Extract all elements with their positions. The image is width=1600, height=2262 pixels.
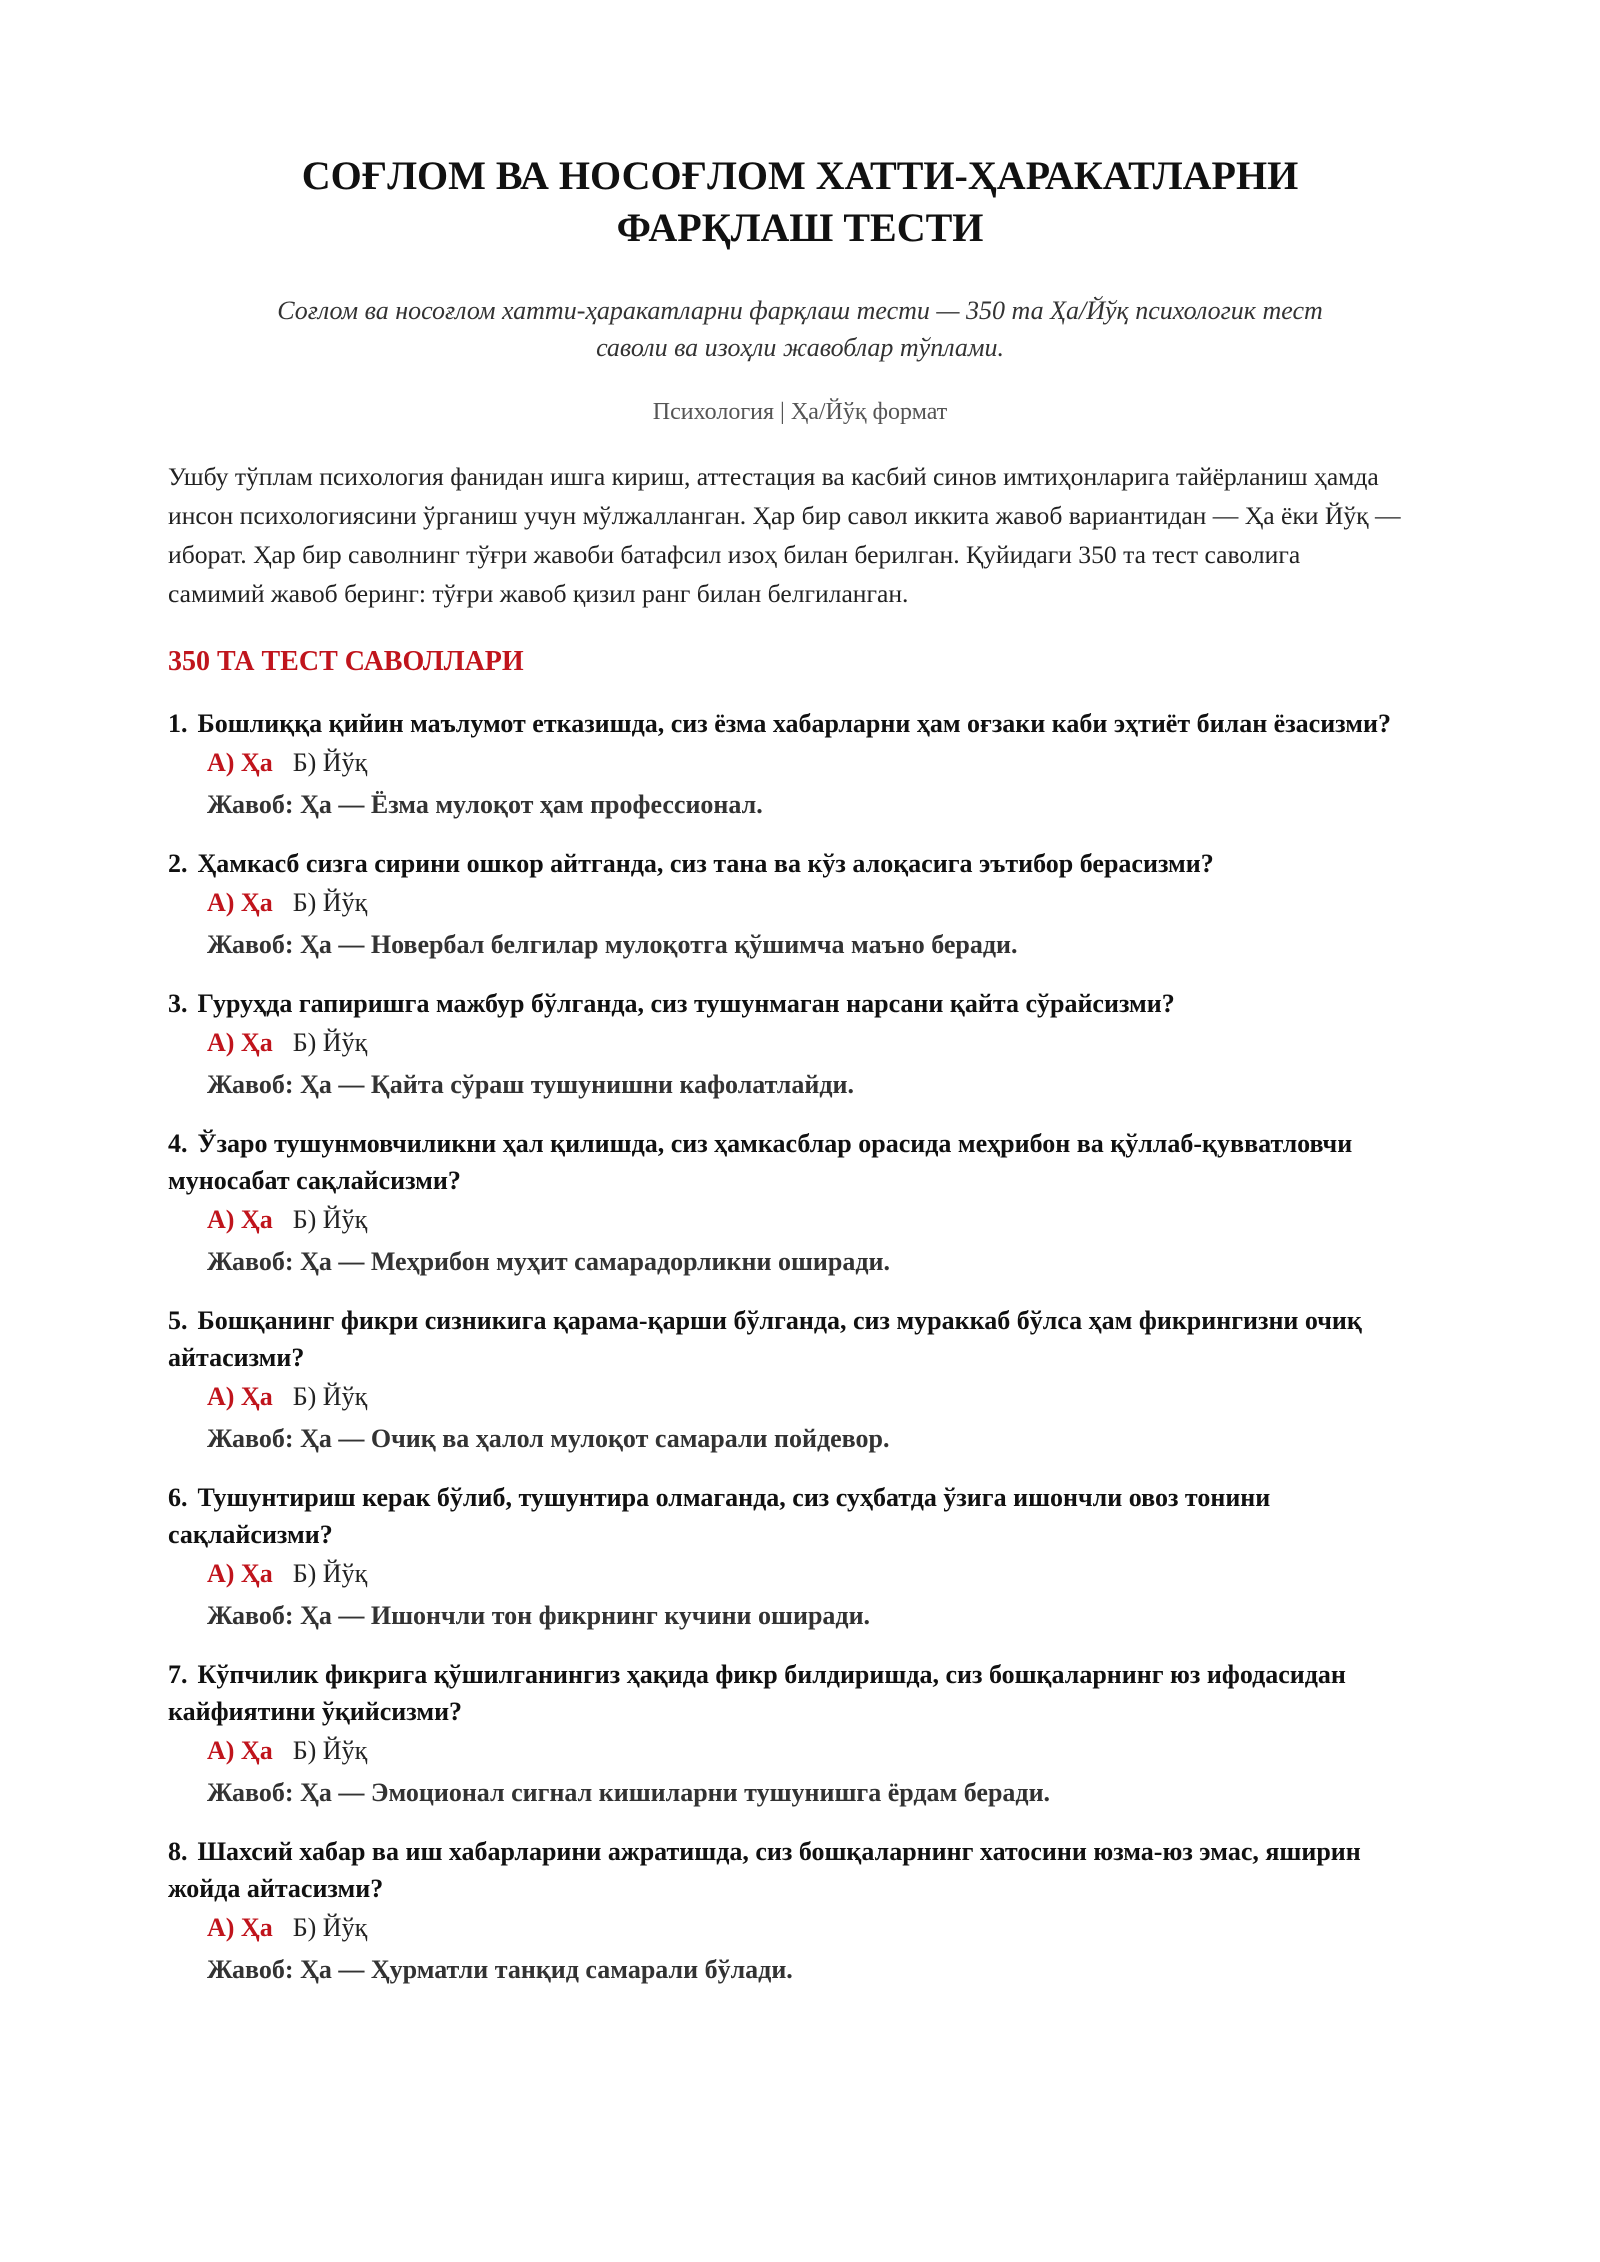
answer-explanation: Жавоб: Ҳа — Ёзма мулоқот ҳам профессионал. [207,790,763,819]
document-category: Психология | Ҳа/Йўқ формат [652,399,948,425]
question-number: 8. [168,1837,188,1866]
option-b: Б) Йўқ [292,1736,368,1765]
option-b: Б) Йўқ [292,748,368,777]
option-a-correct: А) Ҳа [207,1028,273,1057]
question-item [168,1125,1432,1283]
question-text [168,1479,1432,1553]
document-page [168,150,1432,2010]
question-text [168,1125,1432,1199]
option-a-correct: А) Ҳа [207,888,273,917]
option-a-correct: А) Ҳа [207,748,273,777]
document-title: СОҒЛОМ ВА НОСОҒЛОМ ХАТТИ-ҲАРАКАТЛАРНИ ФАРҚЛАШ ТЕСТИ [301,153,1299,250]
question-text [168,1656,1432,1730]
option-b: Б) Йўқ [292,888,368,917]
question-number: 4. [168,1129,188,1158]
option-a-correct: А) Ҳа [207,1559,273,1588]
option-a-correct: А) Ҳа [207,1913,273,1942]
option-b: Б) Йўқ [292,1028,368,1057]
question-number: 7. [168,1660,188,1689]
question-number: 2. [168,849,188,878]
question-body: Ўзаро тушунмовчиликни ҳал қилишда, сиз ҳамкасблар орасида меҳрибон ва қўллаб-қувватловчи муносабат сақлайсизми? [168,1129,1353,1195]
answer-explanation: Жавоб: Ҳа — Эмоционал сигнал кишиларни тушунишга ёрдам беради. [207,1778,1051,1807]
question-item [168,985,1432,1106]
question-body: Тушунтириш керак бўлиб, тушунтира олмаганда, сиз суҳбатда ўзига ишончли овоз тонини сақлайсизми? [168,1483,1271,1549]
option-a-correct: А) Ҳа [207,1736,273,1765]
answer-explanation: Жавоб: Ҳа — Ҳурматли танқид самарали бўлади. [207,1955,793,1984]
option-b: Б) Йўқ [292,1913,368,1942]
question-body: Бошлиққа қийин маълумот етказишда, сиз ёзма хабарларни ҳам оғзаки каби эҳтиёт билан ёзасизми? [197,709,1391,738]
answer-explanation: Жавоб: Ҳа — Қайта сўраш тушунишни кафолатлайди. [207,1070,854,1099]
option-b: Б) Йўқ [292,1205,368,1234]
option-b: Б) Йўқ [292,1559,368,1588]
answer-options [207,1730,1432,1772]
question-text [168,985,1432,1022]
answer-options [207,1553,1432,1595]
answer-options [207,1199,1432,1241]
answer-explanation: Жавоб: Ҳа — Ишончли тон фикрнинг кучини оширади. [207,1601,871,1630]
answer-explanation: Жавоб: Ҳа — Новербал белгилар мулоқотга қўшимча маъно беради. [207,930,1018,959]
answer-explanation: Жавоб: Ҳа — Очиқ ва ҳалол мулоқот самарали пойдевор. [207,1424,890,1453]
section-heading: 350 ТА ТЕСТ САВОЛЛАРИ [168,646,524,677]
question-number: 3. [168,989,188,1018]
answer-options [207,1022,1432,1064]
question-body: Бошқанинг фикри сизникига қарама-қарши бўлганда, сиз мураккаб бўлса ҳам фикрингизни очиқ айтасизми? [168,1306,1362,1372]
question-list [168,705,1432,1991]
question-item [168,1479,1432,1637]
option-b: Б) Йўқ [292,1382,368,1411]
question-text [168,1833,1432,1907]
question-number: 5. [168,1306,188,1335]
question-body: Гуруҳда гапиришга мажбур бўлганда, сиз тушунмаган нарсани қайта сўрайсизми? [197,989,1175,1018]
intro-paragraph: Ушбу тўплам психология фанидан ишга кириш, аттестация ва касбий синов имтиҳонларига тайёрланиш ҳамда инсон психологиясини ўрганиш учун мўлжалланган. Ҳар бир савол иккита жавоб вариантидан — Ҳа ёки Йўқ — иборат. Ҳар бир саволнинг тўғри жавоби батафсил изоҳ билан берилган. Қуйидаги 350 та тест саволига самимий жавоб беринг: тўғри жавоб қизил ранг билан белгиланган. [168,462,1401,608]
question-item [168,705,1432,826]
question-body: Кўпчилик фикрига қўшилганингиз ҳақида фикр билдиришда, сиз бошқаларнинг юз ифодасидан кайфиятини ўқийсизми? [168,1660,1346,1726]
question-number: 6. [168,1483,188,1512]
answer-options [207,1907,1432,1949]
option-a-correct: А) Ҳа [207,1205,273,1234]
question-item [168,1656,1432,1814]
document-subtitle: Соғлом ва носоғлом хатти-ҳаракатларни фарқлаш тести — 350 та Ҳа/Йўқ психологик тест саволи ва изоҳли жавоблар тўплами. [277,296,1323,362]
answer-explanation: Жавоб: Ҳа — Меҳрибон муҳит самарадорликни оширади. [207,1247,890,1276]
question-body: Шахсий хабар ва иш хабарларини ажратишда, сиз бошқаларнинг хатосини юзма-юз эмас, яширин жойда айтасизми? [168,1837,1361,1903]
question-body: Ҳамкасб сизга сирини ошкор айтганда, сиз тана ва кўз алоқасига эътибор берасизми? [197,849,1214,878]
answer-options [207,882,1432,924]
question-item [168,1302,1432,1460]
question-item [168,845,1432,966]
question-number: 1. [168,709,188,738]
answer-options [207,742,1432,784]
option-a-correct: А) Ҳа [207,1382,273,1411]
question-text [168,845,1432,882]
question-item [168,1833,1432,1991]
question-text [168,705,1432,742]
question-text [168,1302,1432,1376]
answer-options [207,1376,1432,1418]
